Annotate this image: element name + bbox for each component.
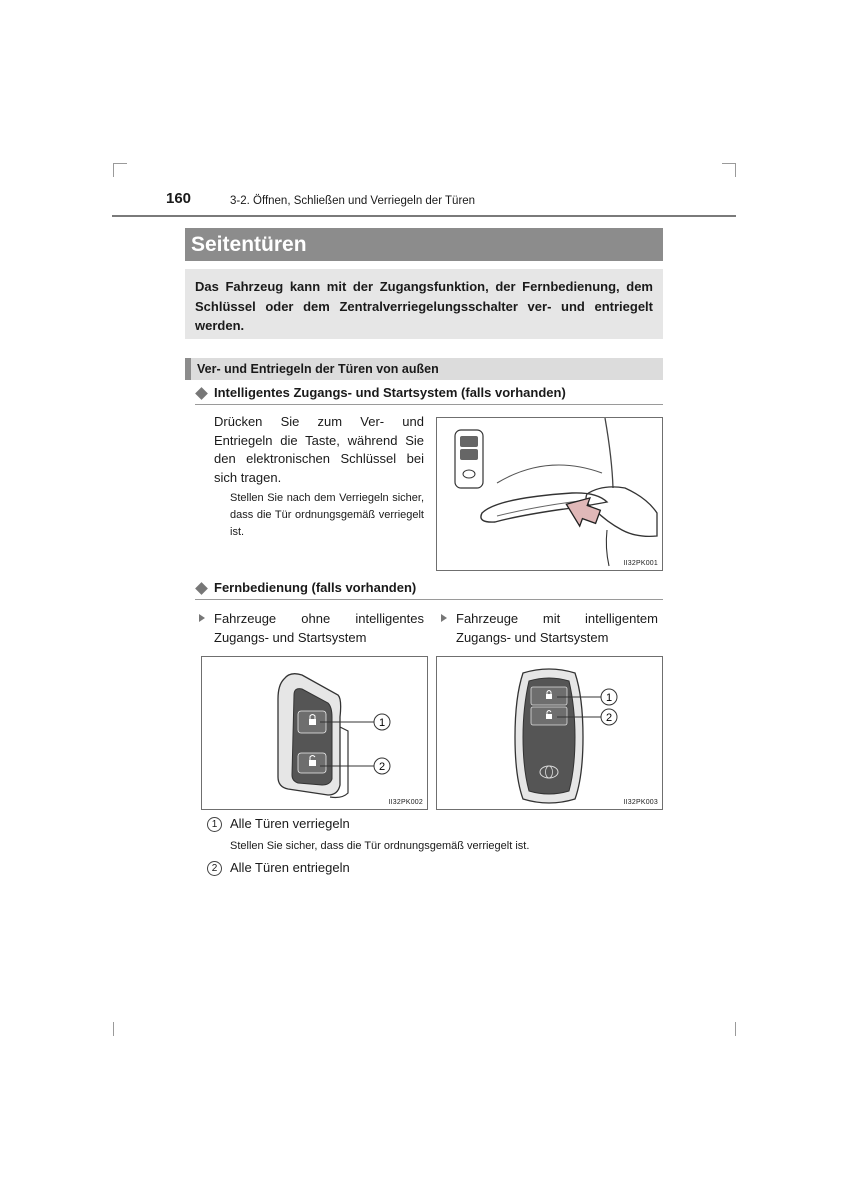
crop-mark-top-left-v: [113, 163, 114, 177]
diamond-bullet-icon: [195, 582, 208, 595]
bullet-without-smart-entry: [214, 609, 424, 647]
callout-2: 2: [605, 712, 613, 724]
section-heading: Ver- und Entriegeln der Türen von außen: [185, 358, 663, 380]
smart-entry-text: Drücken Sie zum Ver- und Entriegeln die Taste, während Sie den elektronischen Schlüssel bei sich tragen.: [214, 414, 424, 485]
triangle-bullet-icon: [199, 614, 205, 622]
bullet-with-smart-entry-text: Fahrzeuge mit intelligentem Zugangs- und Startsystem: [456, 611, 658, 645]
running-header: 3-2. Öffnen, Schließen und Verriegeln der Türen: [230, 195, 476, 207]
flip-key-figure: [201, 656, 428, 810]
crop-mark-bottom-left: [113, 1022, 114, 1036]
subheading-remote-text: Fernbedienung (falls vorhanden): [214, 580, 417, 595]
crop-mark-top-right-v: [735, 163, 736, 177]
legend-number-2: 2: [207, 861, 222, 876]
figure-code-1: II32PK001: [623, 560, 658, 567]
subheading-remote: [195, 580, 416, 595]
figure-code-3: II32PK003: [623, 799, 658, 806]
smart-entry-note: Stellen Sie nach dem Verriegeln sicher, dass die Tür ordnungsgemäß verriegelt ist.: [230, 492, 424, 538]
figure-code-2: II32PK002: [388, 799, 423, 806]
crop-mark-top-right-h: [722, 163, 736, 164]
legend-item-lock: [207, 816, 350, 832]
page-title: Seitentüren: [185, 228, 663, 261]
callout-1: 1: [378, 717, 386, 729]
legend-label-2: Alle Türen entriegeln: [230, 860, 350, 875]
door-handle-figure: [436, 417, 663, 571]
subheading-smart-entry: [195, 385, 566, 400]
legend-label-1: Alle Türen verriegeln: [230, 816, 350, 831]
bullet-without-smart-entry-text: Fahrzeuge ohne intelligentes Zugangs- und Startsystem: [214, 611, 424, 645]
bullet-with-smart-entry: [456, 609, 658, 647]
legend-number-1: 1: [207, 817, 222, 832]
callout-1: 1: [605, 692, 613, 704]
subheading-smart-entry-text: Intelligentes Zugangs- und Startsystem (falls vorhanden): [214, 385, 566, 400]
smart-key-figure: [436, 656, 663, 810]
subheading-rule: [195, 404, 663, 405]
subheading-rule: [195, 599, 663, 600]
crop-mark-bottom-right: [735, 1022, 736, 1036]
intro-box: Das Fahrzeug kann mit der Zugangsfunktion, der Fernbedienung, dem Schlüssel oder dem Zentralverriegelungsschalter ver- und entriegelt werden.: [185, 269, 663, 339]
legend-item-unlock: [207, 860, 350, 876]
page-number: 160: [166, 190, 192, 207]
crop-mark-top-left-h: [113, 163, 127, 164]
legend-note: Stellen Sie sicher, dass die Tür ordnungsgemäß verriegelt ist.: [230, 840, 530, 852]
callout-2: 2: [378, 761, 386, 773]
triangle-bullet-icon: [441, 614, 447, 622]
header-rule: [112, 215, 736, 217]
diamond-bullet-icon: [195, 387, 208, 400]
